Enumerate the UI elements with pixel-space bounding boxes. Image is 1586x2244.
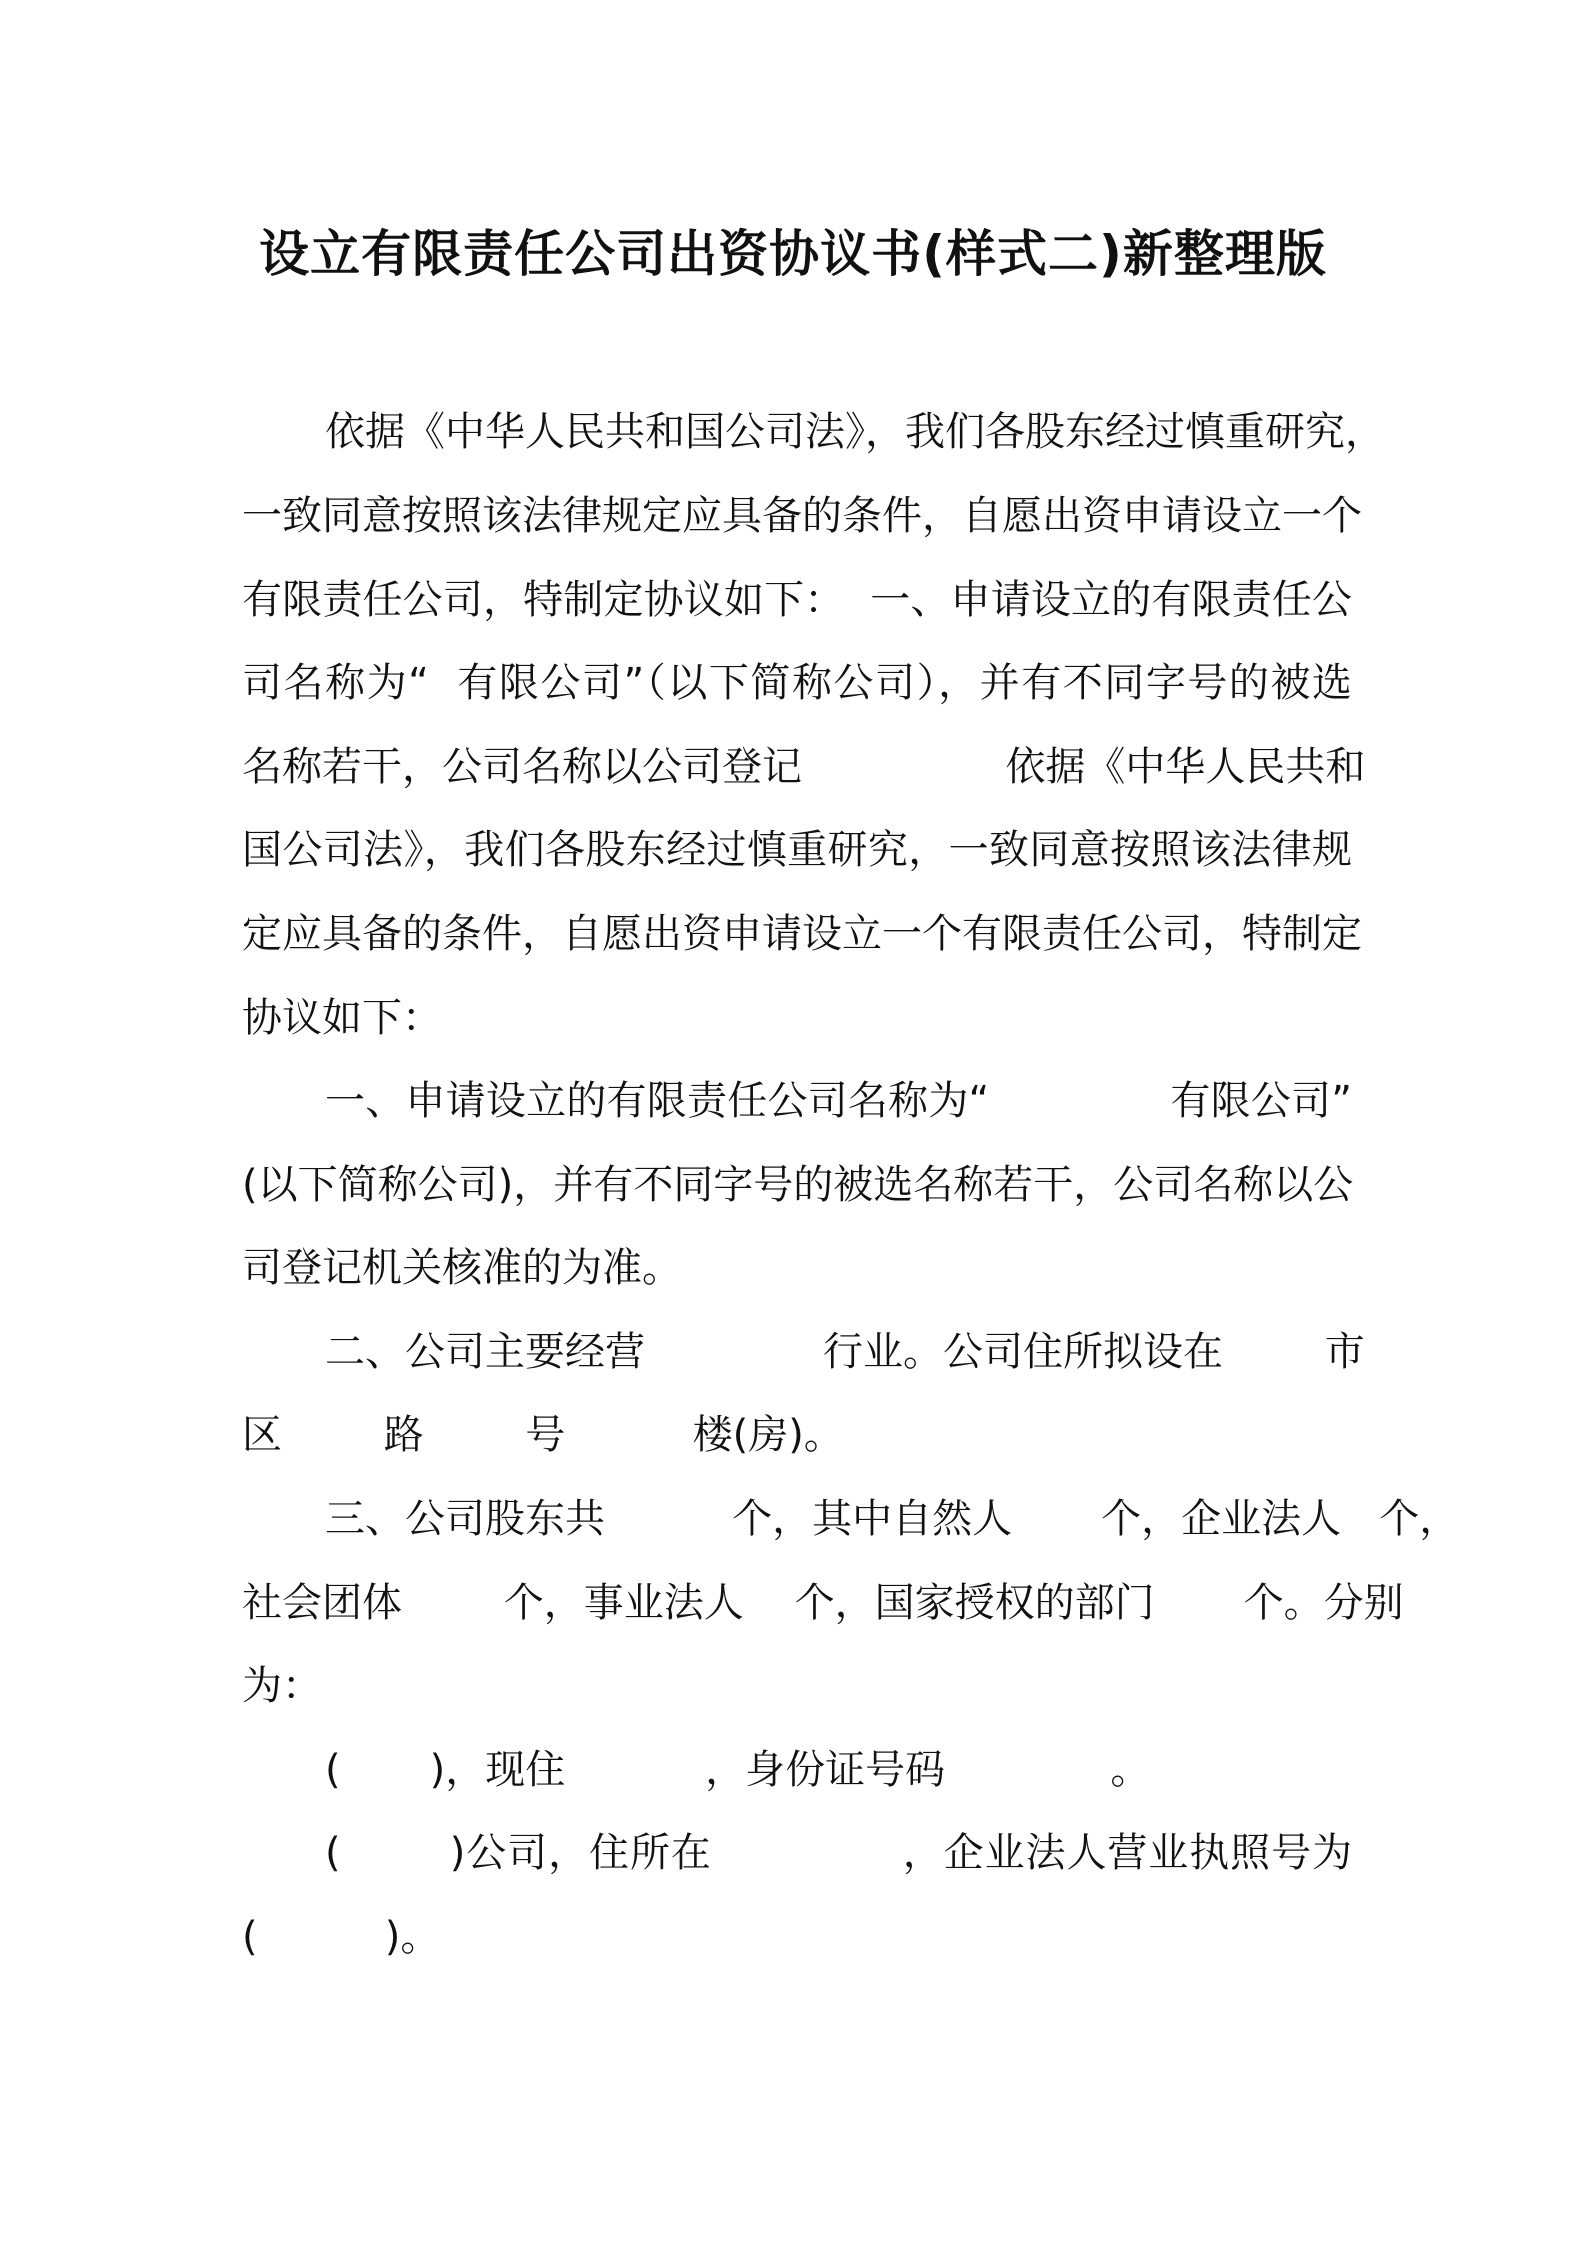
paragraph-line: 三、公司股东共 个，其中自然人 个，企业法人 个， [325,1496,1460,1542]
paragraph-line: 二、公司主要经营 行业。公司住所拟设在 市 [325,1329,1365,1375]
paragraph-line: ( )，现住 ，身份证号码 。 [325,1747,1151,1793]
paragraph-line: 司登记机关核准的为准。 [242,1245,682,1291]
paragraph-line: ( )公司，住所在 ，企业法人营业执照号为 [325,1830,1352,1876]
paragraph-line: 协议如下： [242,995,442,1041]
paragraph-line: 一、申请设立的有限责任公司名称为“ 有限公司” [325,1078,1352,1124]
paragraph-line: 依据《中华人民共和国公司法》，我们各股东经过慎重研究， [325,409,1385,455]
paragraph-line: 社会团体 个，事业法人 个，国家授权的部门 个。分别 [242,1580,1404,1626]
paragraph-line: 国公司法》，我们各股东经过慎重研究，一致同意按照该法律规 [242,827,1352,873]
paragraph-line: 有限责任公司，特制定协议如下： 一、申请设立的有限责任公 [242,577,1352,623]
paragraph-line: 名称若干，公司名称以公司登记 依据《中华人民共和 [242,744,1366,790]
paragraph-line: (以下简称公司)，并有不同字号的被选名称若干，公司名称以公 [242,1162,1354,1208]
document-title: 设立有限责任公司出资协议书(样式二)新整理版 [259,225,1327,283]
paragraph-line: ( )。 [242,1914,441,1960]
paragraph-line: 一致同意按照该法律规定应具备的条件，自愿出资申请设立一个 [242,493,1362,539]
paragraph-line: 司名称为“ 有限公司”（以下简称公司），并有不同字号的被选 [242,660,1352,706]
paragraph-line: 区 路 号 楼(房)。 [242,1412,844,1458]
paragraph-line: 为： [242,1663,322,1709]
paragraph-line: 定应具备的条件，自愿出资申请设立一个有限责任公司，特制定 [242,911,1362,957]
